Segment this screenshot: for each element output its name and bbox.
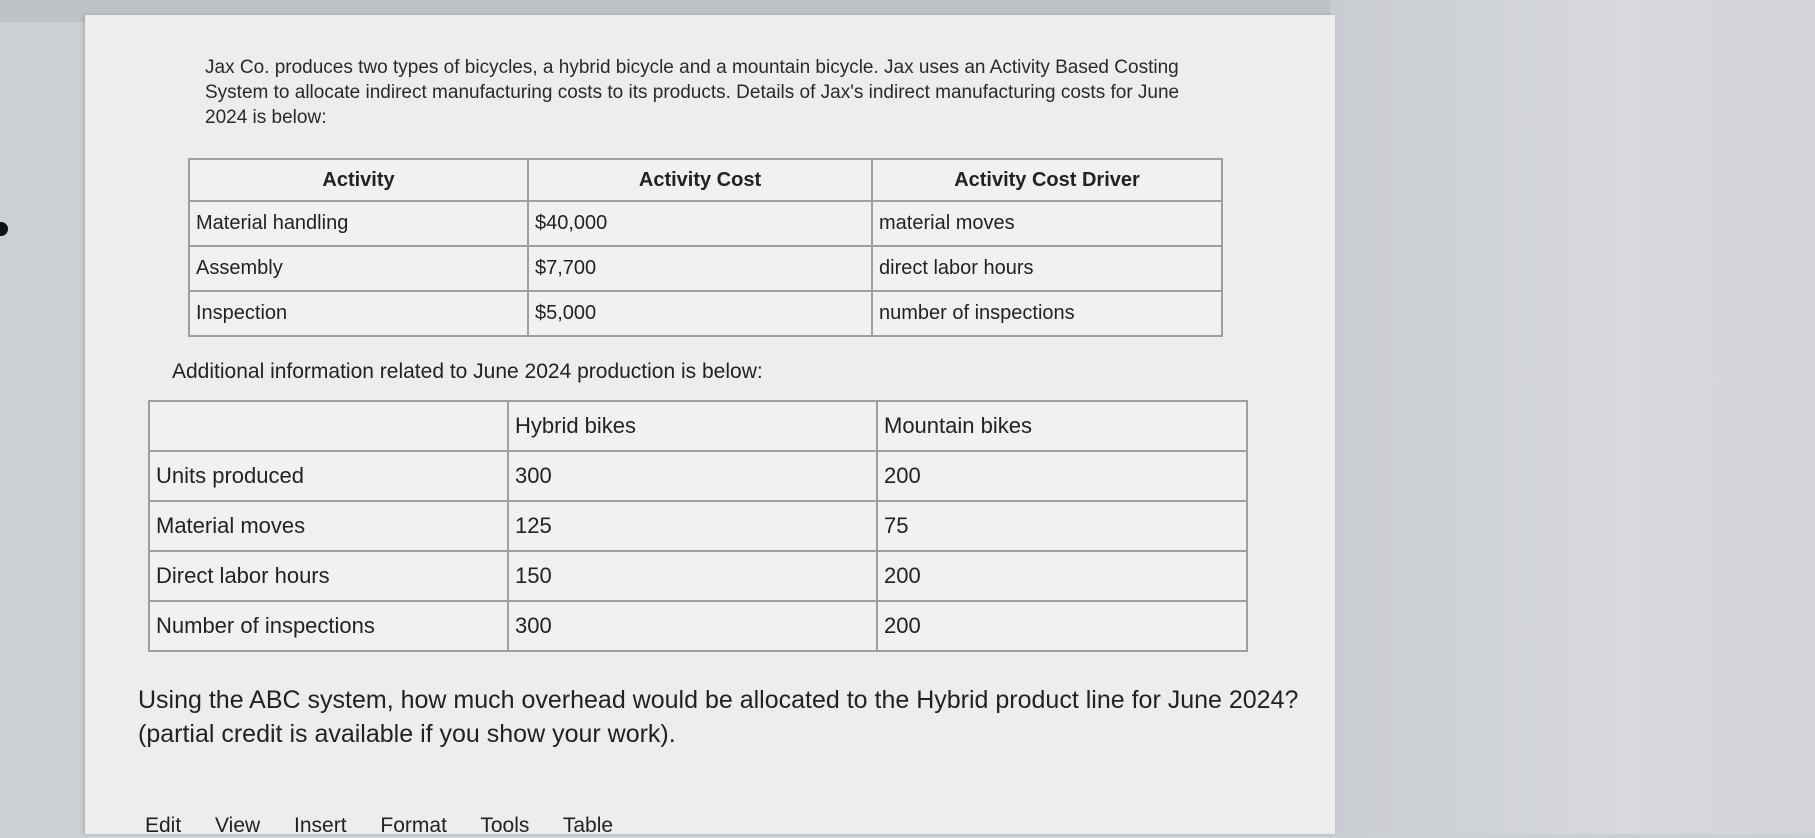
intro-paragraph: Jax Co. produces two types of bicycles, a hybrid bicycle and a mountain bicycle. Jax uses an Activity Based Costing System to allocate indirect manufacturing costs to its products. Details of Jax's indirect manufacturing costs for June 2024 is below: bbox=[205, 57, 1180, 128]
table-cell: 200 bbox=[877, 601, 1247, 651]
table-cell: $5,000 bbox=[528, 291, 872, 336]
editor-menubar bbox=[145, 814, 641, 838]
production-table bbox=[148, 400, 1248, 652]
table-cell: 200 bbox=[877, 551, 1247, 601]
table-cell: Number of inspections bbox=[149, 601, 508, 651]
table-row bbox=[149, 601, 1247, 651]
table-header-row bbox=[149, 401, 1247, 451]
left-edge-marker bbox=[0, 222, 8, 236]
table-row bbox=[149, 551, 1247, 601]
additional-info-text: Additional information related to June 2024 production is below: bbox=[172, 360, 763, 383]
question-text: Using the ABC system, how much overhead would be allocated to the Hybrid product line for June 2024? (partial credit is available if you show your work). bbox=[138, 686, 1299, 748]
menu-view[interactable]: View bbox=[215, 814, 261, 837]
table-cell: Direct labor hours bbox=[149, 551, 508, 601]
header-activity: Activity bbox=[189, 159, 528, 201]
table-cell: Assembly bbox=[189, 246, 528, 291]
table-row bbox=[149, 451, 1247, 501]
table-cell: $7,700 bbox=[528, 246, 872, 291]
header-empty bbox=[149, 401, 508, 451]
table-row bbox=[189, 201, 1222, 246]
header-mountain-bikes: Mountain bikes bbox=[877, 401, 1247, 451]
menu-edit[interactable]: Edit bbox=[145, 814, 182, 837]
menu-insert[interactable]: Insert bbox=[294, 814, 347, 837]
header-activity-cost: Activity Cost bbox=[528, 159, 872, 201]
activity-cost-table bbox=[188, 158, 1223, 337]
table-cell: 150 bbox=[508, 551, 877, 601]
menu-format[interactable]: Format bbox=[380, 814, 447, 837]
table-header-row bbox=[189, 159, 1222, 201]
table-cell: $40,000 bbox=[528, 201, 872, 246]
table-cell: Units produced bbox=[149, 451, 508, 501]
table-cell: number of inspections bbox=[872, 291, 1222, 336]
header-activity-cost-driver: Activity Cost Driver bbox=[872, 159, 1222, 201]
table-row bbox=[149, 501, 1247, 551]
table-cell: 125 bbox=[508, 501, 877, 551]
table-cell: material moves bbox=[872, 201, 1222, 246]
table-cell: Material handling bbox=[189, 201, 528, 246]
table-cell: Inspection bbox=[189, 291, 528, 336]
header-hybrid-bikes: Hybrid bikes bbox=[508, 401, 877, 451]
menu-table[interactable]: Table bbox=[562, 814, 614, 837]
table-cell: Material moves bbox=[149, 501, 508, 551]
table-cell: 300 bbox=[508, 451, 877, 501]
table-cell: 300 bbox=[508, 601, 877, 651]
table-row bbox=[189, 246, 1222, 291]
table-cell: 200 bbox=[877, 451, 1247, 501]
table-row bbox=[189, 291, 1222, 336]
menu-tools[interactable]: Tools bbox=[480, 814, 530, 837]
table-cell: direct labor hours bbox=[872, 246, 1222, 291]
background-right bbox=[1330, 0, 1815, 834]
table-cell: 75 bbox=[877, 501, 1247, 551]
